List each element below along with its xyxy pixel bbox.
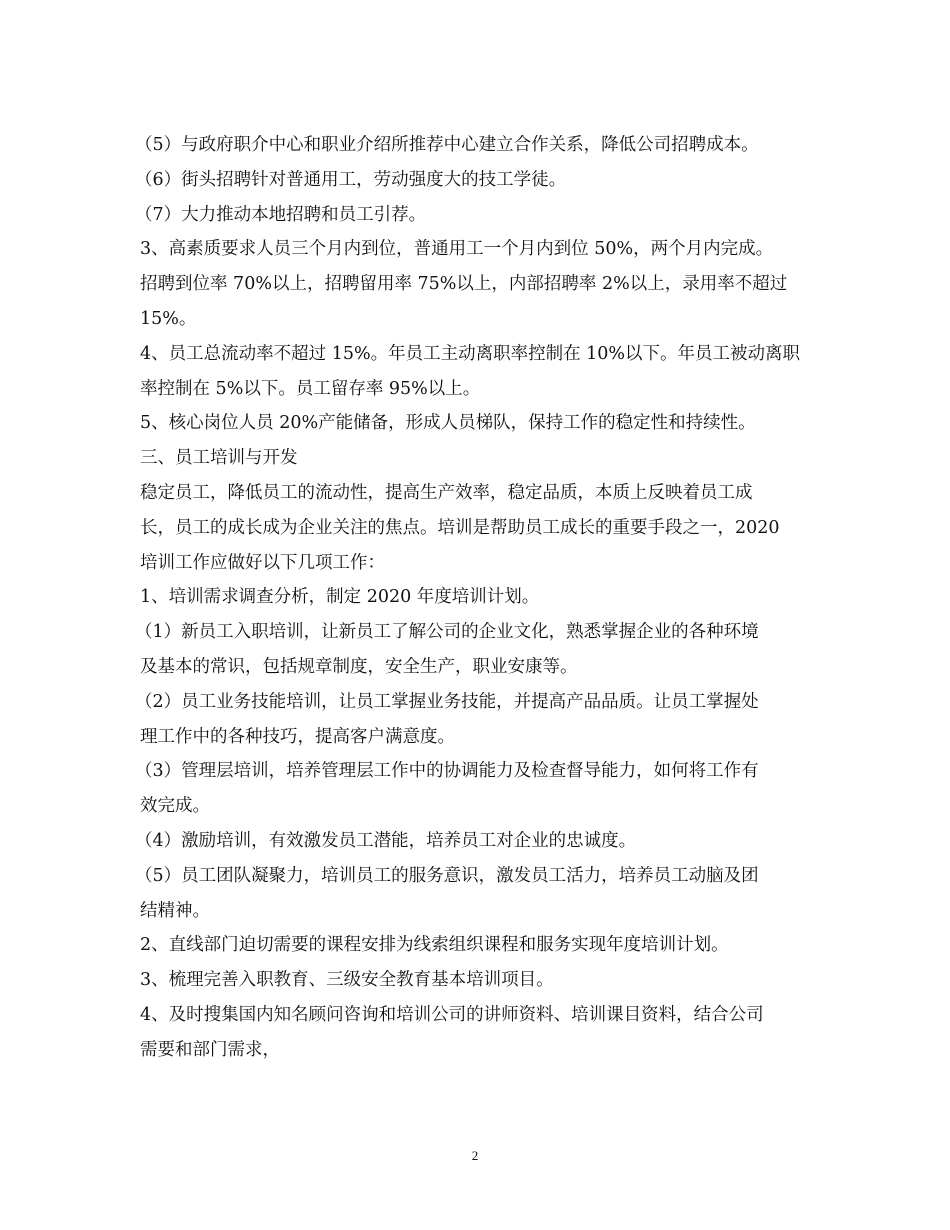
- text-line: 15%。: [140, 308, 197, 329]
- document-body: [135, 128, 812, 1068]
- text-line: 1、培训需求调查分析，制定 2020 年度培训计划。: [140, 587, 540, 608]
- text-line: （1）新员工入职培训，让新员工了解公司的企业文化，熟悉掌握企业的各种环境: [135, 622, 759, 643]
- text-line: 效完成。: [140, 796, 210, 817]
- text-line: （5）员工团队凝聚力，培训员工的服务意识，激发员工活力，培养员工动脑及团: [135, 865, 759, 886]
- text-line: 培训工作应做好以下几项工作：: [140, 552, 385, 573]
- text-line: （7）大力推动本地招聘和员工引荐。: [135, 204, 427, 225]
- text-line: 3、高素质要求人员三个月内到位，普通用工一个月内到位 50%，两个月内完成。: [140, 239, 774, 260]
- text-line: 4、及时搜集国内知名顾问咨询和培训公司的讲师资料、培训课目资料，结合公司: [140, 1004, 764, 1025]
- text-line: （3）管理层培训，培养管理层工作中的协调能力及检查督导能力，如何将工作有: [135, 761, 759, 782]
- text-line: 需要和部门需求，: [140, 1039, 280, 1060]
- page-number: 2: [471, 1148, 479, 1163]
- text-line: （2）员工业务技能培训，让员工掌握业务技能，并提高产品品质。让员工掌握处: [135, 691, 759, 712]
- text-line: 3、梳理完善入职教育、三级安全教育基本培训项目。: [140, 970, 554, 991]
- section-heading: 三、员工培训与开发: [140, 448, 298, 469]
- text-line: 及基本的常识，包括规章制度，安全生产，职业安康等。: [140, 656, 578, 677]
- text-line: （5）与政府职介中心和职业介绍所推荐中心建立合作关系，降低公司招聘成本。: [135, 135, 759, 155]
- text-line: 2、直线部门迫切需要的课程安排为线索组织课程和服务实现年度培训计划。: [140, 935, 729, 956]
- text-line: 率控制在 5%以下。员工留存率 95%以上。: [140, 378, 481, 399]
- text-line: 理工作中的各种技巧，提高客户满意度。: [140, 726, 455, 747]
- text-line: （4）激励培训，有效激发员工潜能，培养员工对企业的忠诚度。: [135, 830, 637, 851]
- text-line: 招聘到位率 70%以上，招聘留用率 75%以上，内部招聘率 2%以上，录用率不超过: [140, 274, 788, 295]
- text-line: 稳定员工，降低员工的流动性，提高生产效率，稳定品质，本质上反映着员工成: [140, 482, 753, 503]
- text-line: 5、核心岗位人员 20%产能储备，形成人员梯队，保持工作的稳定性和持续性。: [140, 413, 756, 434]
- text-line: 长，员工的成长成为企业关注的焦点。培训是帮助员工成长的重要手段之一，2020: [140, 517, 780, 538]
- text-line: 结精神。: [140, 900, 210, 921]
- text-line: 4、员工总流动率不超过 15%。年员工主动离职率控制在 10%以下。年员工被动离职: [140, 343, 801, 364]
- text-line: （6）街头招聘针对普通用工，劳动强度大的技工学徒。: [135, 169, 567, 190]
